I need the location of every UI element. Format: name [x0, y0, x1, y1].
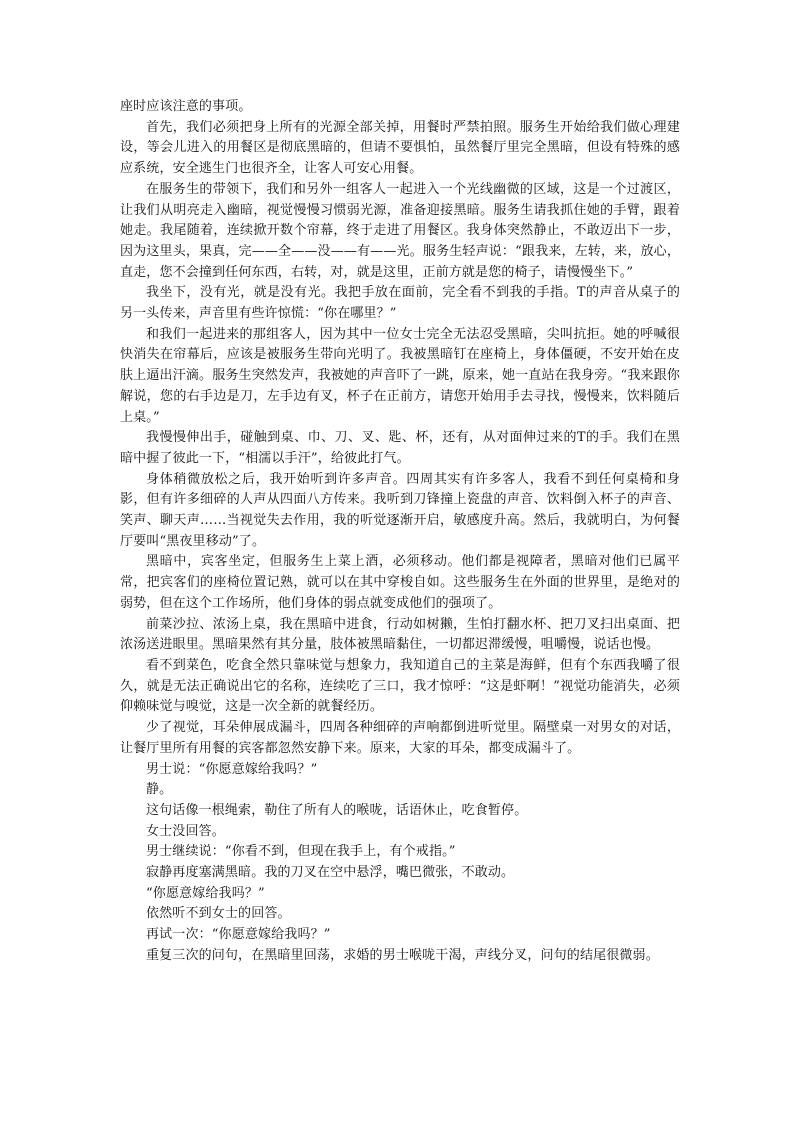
article-body: [120, 97, 680, 967]
paragraph: 黑暗中，宾客坐定，但服务生上菜上酒，必须移动。他们都是视障者，黑暗对他们已属平常，把宾客们的座椅位置记熟，就可以在其中穿梭自如。这些服务生在外面的世界里，是绝对的弱势，但在这个工作场所，他们身体的弱点就变成他们的强项了。: [120, 554, 680, 611]
dialogue-line: 男士说：“你愿意嫁给我吗？”: [146, 761, 318, 777]
paragraph: 重复三次的问句，在黑暗里回荡，求婚的男士喉咙干渴，声线分叉，问句的结尾很微弱。: [146, 947, 659, 963]
dialogue-line: 依然听不到女士的回答。: [146, 906, 291, 922]
dialogue-line: 再试一次：“你愿意嫁给我吗？”: [146, 927, 331, 943]
dialogue-line: 静。: [146, 782, 173, 798]
dialogue-line: 女士没回答。: [146, 823, 225, 839]
dialogue-line: 这句话像一根绳索，勒住了所有人的喉咙，话语休止，吃食暂停。: [146, 802, 528, 818]
paragraph: 和我们一起进来的那组客人，因为其中一位女士完全无法忍受黑暗，尖叫抗拒。她的呼喊很快消失在帘幕后，应该是被服务生带向光明了。我被黑暗钉在座椅上，身体僵硬，不安开始在皮肤上逼出汗滴。服务生突然发声，我被她的声音吓了一跳，原来，她一直站在我身旁。“我来跟你解说，您的右手边是刀，左手边有叉，杯子在正前方，请您开始用手去寻找，慢慢来，饮料随后上桌。”: [120, 326, 680, 425]
dialogue-line: “你愿意嫁给我吗？”: [146, 885, 265, 901]
paragraph: 少了视觉，耳朵伸展成漏斗，四周各种细碎的声响都倒进听觉里。隔壁桌一对男女的对话，让餐厅里所有用餐的宾客都忽然安静下来。原来，大家的耳朵，都变成漏斗了。: [120, 720, 680, 756]
dialogue-line: 男士继续说：“你看不到，但现在我手上，有个戒指。”: [146, 844, 456, 860]
paragraph: 首先，我们必须把身上所有的光源全部关掉，用餐时严禁拍照。服务生开始给我们做心理建设，等会儿进入的用餐区是彻底黑暗的，但请不要惧怕，虽然餐厅里完全黑暗，但设有特殊的感应系统，安全逃生门也很齐全，让客人可安心用餐。: [120, 119, 680, 177]
paragraph: 前菜沙拉、浓汤上桌，我在黑暗中进食，行动如树獭，生怕打翻水杯、把刀叉扫出桌面、把浓汤送进眼里。黑暗果然有其分量，肢体被黑暗黏住，一切都迟滞缓慢，咀嚼慢，说话也慢。: [120, 616, 680, 653]
paragraph: 座时应该注意的事项。: [120, 99, 252, 114]
dialogue-line: 寂静再度塞满黑暗。我的刀叉在空中悬浮，嘴巴微张，不敢动。: [146, 865, 515, 881]
paragraph: 我坐下，没有光，就是没有光。我把手放在面前，完全看不到我的手指。T的声音从桌子的另一头传来，声音里有些许惊慌：“你在哪里？”: [120, 285, 680, 322]
paragraph: 身体稍微放松之后，我开始听到许多声音。四周其实有许多客人，我看不到任何桌椅和身影，但有许多细碎的人声从四面八方传来。我听到刀锋撞上瓷盘的声音、饮料倒入杯子的声音、笑声、聊天声……当视觉失去作用，我的听觉逐渐开启，敏感度升高。然后，我就明白，为何餐厅要叫“黑夜里移动”了。: [120, 471, 680, 549]
paragraph: 我慢慢伸出手，碰触到桌、巾、刀、叉、匙、杯，还有，从对面伸过来的T的手。我们在黑暗中握了彼此一下，“相濡以手汗”，给彼此打气。: [120, 430, 680, 466]
paragraph: 看不到菜色，吃食全然只靠味觉与想象力，我知道自己的主菜是海鲜，但有个东西我嚼了很久，就是无法正确说出它的名称，连续吃了三口，我才惊呼：“这是虾啊！”视觉功能消失，必须仰赖味觉与嗅觉，这是一次全新的就餐经历。: [120, 657, 680, 715]
paragraph: 在服务生的带领下，我们和另外一组客人一起进入一个光线幽微的区域，这是一个过渡区，让我们从明亮走入幽暗，视觉慢慢习惯弱光源，准备迎接黑暗。服务生请我抓住她的手臂，跟着她走。我尾随着，连续掀开数个帘幕，终于走进了用餐区。我身体突然静止，不敢迈出下一步，因为这里头，果真，完——全——没——有——光。服务生轻声说：“跟我来，左转，来，放心，直走，您不会撞到任何东西，右转，对，就是这里，正前方就是您的椅子，请慢慢坐下。”: [120, 181, 680, 280]
